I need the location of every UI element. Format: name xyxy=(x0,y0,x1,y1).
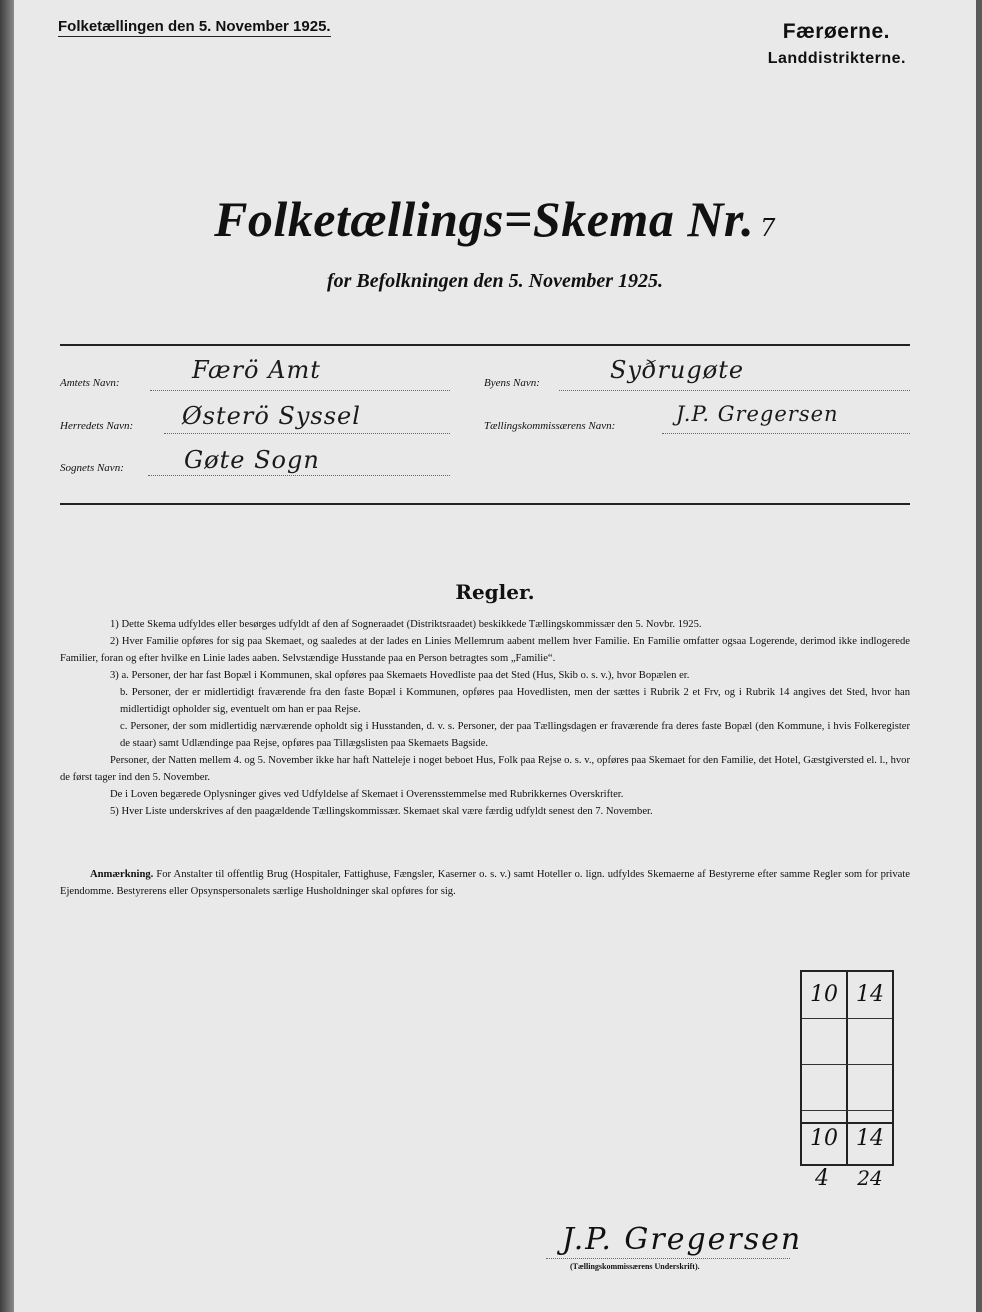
census-date-header: Folketællingen den 5. November 1925. xyxy=(58,18,331,35)
form-title-text: Folketællings=Skema Nr. xyxy=(214,191,755,247)
amt-value: Færö Amt xyxy=(192,356,321,384)
amt-label: Amtets Navn: xyxy=(60,377,120,389)
rule-5: De i Loven begærede Oplysninger gives ved Udfyldelse af Skemaet i Overensstemmelse med Rubrikkernes Overskrifter. xyxy=(110,789,624,800)
herred-value: Østerö Syssel xyxy=(182,402,361,430)
district-header: Landdistrikterne. xyxy=(767,50,906,67)
form-title xyxy=(14,190,976,248)
rule-1: 1) Dette Skema udfyldes eller besørges udfyldt af den af Sogneraadet (Distriktsraadet) beskikkede Tællingskommissær den 5. Novbr. 1925. xyxy=(110,619,702,630)
rule-6: 5) Hver Liste underskrives af den paagældende Tællingskommissær. Skemaet skal være færdig udfyldt senest den 7. November. xyxy=(110,806,653,817)
by-label: Byens Navn: xyxy=(484,377,540,389)
signature-caption: (Tællingskommissærens Underskrift). xyxy=(570,1262,700,1271)
top-rule xyxy=(60,344,910,346)
tally-row-line xyxy=(802,1064,892,1065)
sogn-value: Gøte Sogn xyxy=(184,446,320,474)
form-subtitle: for Befolkningen den 5. November 1925. xyxy=(326,270,664,292)
tally-below-cell: 4 xyxy=(815,1166,829,1191)
kommissaer-value: J.P. Gregersen xyxy=(676,402,839,426)
rule-3a: 3) a. Personer, der har fast Bopæl i Kommunen, skal opføres paa Skemaets Hovedliste paa det Sted (Hus, Skib o. s. v.), hvor Bopælen er. xyxy=(110,670,690,681)
tally-grid xyxy=(800,970,894,1166)
sogn-line xyxy=(148,475,450,476)
tally-row-line xyxy=(802,1018,892,1019)
rule-4: Personer, der Natten mellem 4. og 5. November ikke har haft Natteleje i noget beboet Hus, Folk paa Rejse o. s. v., opføres paa Skemaet for den Familie, det Hotel, Gæstgiversted el. l., hvor de først tager ind den 5. November. xyxy=(60,755,910,783)
tally-below-cell: 24 xyxy=(857,1166,883,1190)
kommissaer-label: Tællingskommissærens Navn: xyxy=(484,420,616,432)
census-form-page xyxy=(14,0,976,1312)
rule-3c: c. Personer, der som midlertidig nærværende opholdt sig i Husstanden, d. v. s. Personer, der paa Tællingsdagen er fraværende fra deres faste Bopæl (den Kommune, i hvis Folkeregister de staar) samt Udlændinge paa Rejse, opføres paa Tillægslisten paa Skemaets Bagside. xyxy=(120,721,910,749)
region-header: Færøerne. xyxy=(782,20,890,43)
herred-line xyxy=(164,433,450,434)
rules-list xyxy=(60,616,910,820)
tally-cell: 14 xyxy=(856,982,884,1007)
herred-label: Herredets Navn: xyxy=(60,420,134,432)
rule-2: 2) Hver Familie opføres for sig paa Skemaet, og saaledes at der lades en Linies Mellemrum aabent mellem hver Familie. En Familie omfatter ogsaa Logerende, derimod ikke indlogerede Familier, foran og efter hvilke en Linie lades aaben. Selvstændige Husstande paa en Person betragtes som „Familie“. xyxy=(60,636,910,664)
bottom-rule xyxy=(60,503,910,505)
tally-sum-line xyxy=(802,1122,892,1124)
signature-line xyxy=(546,1258,790,1259)
tally-cell: 10 xyxy=(810,982,838,1007)
tally-row-line xyxy=(802,1110,892,1111)
by-value: Syðrugøte xyxy=(610,356,745,384)
rules-heading: Regler. xyxy=(455,580,535,604)
kommissaer-line xyxy=(662,433,910,434)
signature: J.P. Gregersen xyxy=(562,1222,803,1257)
rule-3b: b. Personer, der er midlertidigt fraværende fra den faste Bopæl i Kommunen, opføres paa Hovedlisten, men der sættes i Rubrik 2 et Frv, og i Rubrik 14 angives det Sted, hvor han midlertidigt opholder sig, eventuelt om han er paa Rejse. xyxy=(120,687,910,715)
scan-edge xyxy=(0,0,14,1312)
tally-cell: 14 xyxy=(856,1126,884,1151)
tally-cell: 10 xyxy=(810,1126,838,1151)
annotation-text: For Anstalter til offentlig Brug (Hospitaler, Fattighuse, Fængsler, Kaserner o. s. v.) samt Hoteller o. lign. udfyldes Skemaerne af Bestyrerne efter samme Regler som for private Ejendomme. Bestyrerens eller Opsynspersonalets særlige Husholdninger skal opføres for sig. xyxy=(60,869,910,897)
by-line xyxy=(559,390,910,391)
schema-number: 7 xyxy=(760,214,776,242)
sogn-label: Sognets Navn: xyxy=(60,462,124,474)
annotation-label: Anmærkning. xyxy=(90,869,154,880)
annotation xyxy=(60,866,910,900)
amt-line xyxy=(150,390,450,391)
